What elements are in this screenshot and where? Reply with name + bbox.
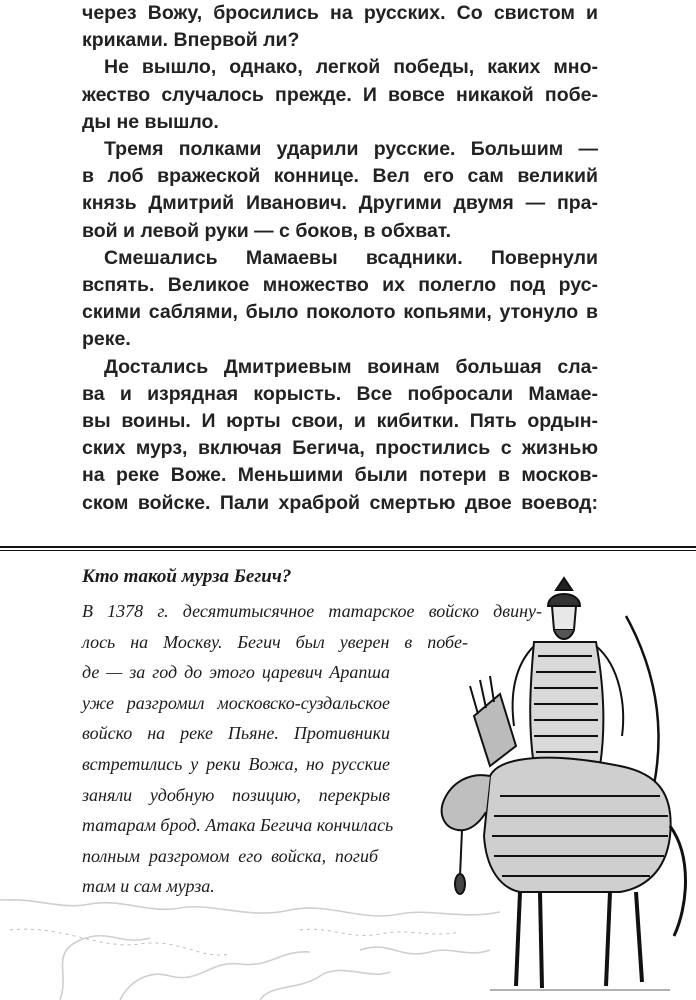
text-line: на реке Воже. Меньшими были потери в москов- (82, 464, 598, 487)
text-line: Смешались Мамаевы всадники. Повернули (104, 246, 598, 269)
text-line: ва и изрядная корысть. Все побросали Мамае- (82, 382, 598, 405)
text-line: жество случалось прежде. И вовсе никакой побе- (82, 83, 598, 106)
info-box-body (82, 596, 552, 902)
paragraph-1 (82, 0, 598, 54)
text-line: Тремя полками ударили русские. Большим — (104, 138, 598, 161)
text-line: криками. Впервой ли? (82, 29, 300, 52)
text-line: вой и левой руки — с боков, в обхват. (82, 219, 452, 242)
info-text-line: де — за год до этого царевич Арапша (82, 662, 390, 683)
info-text-line: заняли удобную позицию, перекрыв (82, 784, 390, 805)
text-line: в лоб вражеской коннице. Вел его сам великий (82, 165, 598, 188)
section-divider (0, 546, 696, 551)
text-line: Достались Дмитриевым воинам большая сла- (104, 355, 598, 378)
info-box-title: Кто такой мурза Бегич? (82, 566, 292, 587)
info-text-line: там и сам мурза. (82, 876, 215, 897)
info-text-line: уже разгромил московско-суздальское (82, 692, 390, 713)
main-text (82, 0, 598, 517)
text-line: через Вожу, бросились на русских. Со свистом и (82, 2, 598, 24)
text-line: ском войске. Пали храброй смертью двое воевод: (82, 491, 598, 514)
paragraph-4 (82, 245, 598, 354)
text-line: ды не вышло. (82, 110, 219, 133)
info-text-line: полным разгромом его войска, погиб (82, 845, 378, 866)
text-line: вспять. Великое множество их полегло под рус- (82, 274, 598, 297)
text-line: Не вышло, однако, легкой победы, каких мно- (104, 56, 598, 79)
info-text-line: встретились у реки Вожа, но русские (82, 753, 390, 774)
info-text-line: лось на Москву. Бегич был уверен в побе- (82, 631, 468, 652)
text-line: вы воины. И юрты свои, и кибитки. Пять ордын- (82, 410, 598, 433)
text-line: реке. (82, 328, 131, 351)
info-text-line: В 1378 г. десятитысячное татарское войско двину- (82, 601, 542, 621)
text-line: скими саблями, было поколото копьями, утонуло в (82, 301, 598, 324)
paragraph-2 (82, 54, 598, 136)
paragraph-5 (82, 354, 598, 517)
text-line: князь Дмитрий Иванович. Другими двумя — пра- (82, 192, 598, 215)
text-line: ских мурз, включая Бегича, простились с жизнью (82, 437, 598, 460)
info-text-line: войско на реке Пьяне. Противники (82, 723, 390, 744)
info-box (82, 566, 552, 902)
paragraph-3 (82, 136, 598, 245)
info-text-line: татарам брод. Атака Бегича кончилась (82, 815, 394, 836)
